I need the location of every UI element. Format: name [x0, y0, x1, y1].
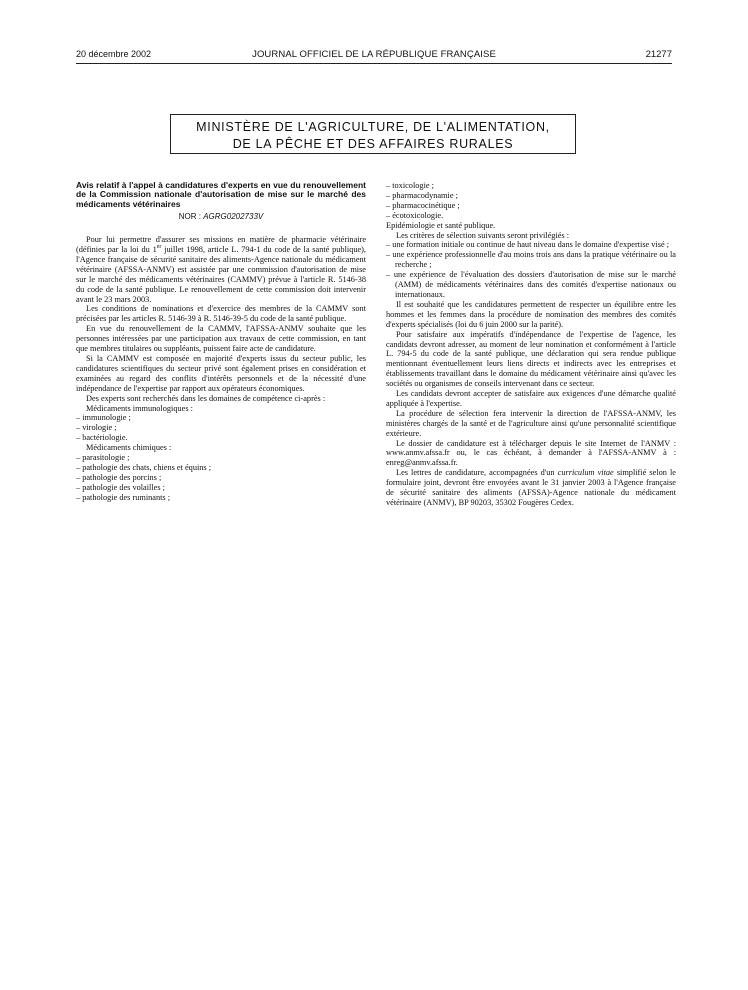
paragraph-text: Les lettres de candidature, accompagnées d'un — [396, 468, 558, 478]
paragraph: Les critères de sélection suivants seront privilégiés : — [396, 230, 570, 240]
list-item: – pharmacodynamie ; — [386, 190, 458, 200]
list-item: – parasitologie ; — [76, 453, 130, 463]
list-item: – immunologie ; — [76, 413, 131, 423]
paragraph-text: Pour lui permettre d'assurer ses missions en matière de pharmacie vétérinaire (définies par la loi du 1 — [76, 235, 366, 255]
nor-label: NOR : — [178, 212, 201, 222]
paragraph: Pour satisfaire aux impératifs d'indépendance de l'expertise de l'agence, les candidats devront adresser, au moment de leur nomination et conformément à l'article L. 794-5 du code de la santé publique, une déclaration qui sera rendue publique mentionnant éventuellement leurs liens directs et indirects avec les entreprises et établissements travaillant dans le domaine du médicament vétérinaire ainsi qu'avec les sociétés ou organismes de conseils intervenant dans ce secteur. — [386, 329, 676, 389]
superscript: er — [156, 244, 162, 251]
paragraph: Les conditions de nominations et d'exercice des membres de la CAMMV sont précisées par les articles R. 5146-39 à R. 5146-39-5 du code de la santé publique. — [76, 304, 366, 324]
list-item: – virologie ; — [76, 423, 117, 433]
section-heading: Médicaments chimiques : — [86, 443, 172, 453]
list-item: – pathologie des ruminants ; — [76, 492, 171, 502]
list-item: – une formation initiale ou continue de haut niveau dans le domaine d'expertise visé ; — [386, 240, 670, 250]
paragraph: En vue du renouvellement de la CAMMV, l'AFSSA-ANMV souhaite que les personnes intéressées par une participation aux travaux de cette commission, en tant que membres titulaires ou suppléants, puissent faire acte de candidature. — [76, 324, 366, 354]
avis-title: Avis relatif à l'appel à candidatures d'experts en vue du renouvellement de la Commission nationale d'autorisation de mise sur le marché des médicaments vétérinaires — [76, 180, 366, 209]
italic-text: curriculum vitae — [557, 468, 614, 478]
section-heading: Epidémiologie et santé publique. — [386, 220, 496, 230]
paragraph: Le dossier de candidature est à télécharger depuis le site Internet de l'ANMV : www.anmv.afssa.fr ou, le cas échéant, à demander à l'AFSSA-ANMV à : enreg@anmv.afssa.fr. — [386, 438, 676, 468]
page-header — [76, 49, 672, 63]
list-item: – pathologie des porcins ; — [76, 472, 162, 482]
section-heading: Médicaments immunologiques : — [86, 403, 193, 413]
paragraph: Il est souhaité que les candidatures permettent de respecter un équilibre entre les hommes et les femmes dans la procédure de nomination des membres des comités d'experts spécialisés (loi du 6 juin 2000 sur la parité). — [386, 299, 676, 329]
ministry-box — [170, 114, 576, 154]
paragraph: Des experts sont recherchés dans les domaines de compétence ci-après : — [86, 393, 326, 403]
ministry-line-1: MINISTÈRE DE L'AGRICULTURE, DE L'ALIMENTATION, — [196, 120, 550, 134]
list-item: – une expérience de l'évaluation des dossiers d'autorisation de mise sur le marché (AMM) de médicaments vétérinaires dans des comités d'expertise nationaux ou internationaux. — [386, 270, 676, 299]
nor-reference — [76, 212, 366, 222]
list-item: – pharmacocinétique ; — [386, 200, 460, 210]
list-item: – écotoxicologie. — [386, 210, 444, 220]
list-item: – une expérience professionnelle d'au moins trois ans dans la pratique vétérinaire ou la recherche ; — [386, 250, 676, 270]
list-item: – pathologie des volailles ; — [76, 482, 165, 492]
list-item: – bactériologie. — [76, 433, 128, 443]
paragraph — [386, 468, 676, 508]
paragraph-text: simplifié selon le formulaire joint, devront être envoyées avant le 31 janvier 2003 à l'Agence française de sécurité sanitaire des aliments (AFSSA)-Agence nationale du médicament vétérinaire (ANMV), BP 90203, 35302 Fougères Cedex. — [386, 468, 676, 507]
header-date: 20 décembre 2002 — [76, 49, 152, 59]
list-item: – toxicologie ; — [386, 181, 434, 190]
ministry-line-2: DE LA PÊCHE ET DES AFFAIRES RURALES — [232, 137, 514, 151]
header-rule — [76, 63, 672, 64]
paragraph: Si la CAMMV est composée en majorité d'experts issus du secteur public, les candidatures scientifiques du secteur privé sont également prises en considération et examinées au regard des conflits d'intérêts personnels et de la nécessité d'une indépendance de l'expertise par rapport aux opérateurs économiques. — [76, 354, 366, 393]
paragraph: La procédure de sélection fera intervenir la direction de l'AFSSA-ANMV, les ministères chargés de la santé et de l'agriculture ainsi qu'une personnalité scientifique extérieure. — [386, 408, 676, 438]
paragraph-text: juillet 1998, article L. 794-1 du code de la santé publique), l'Agence française de sécurité sanitaire des aliments-Agence nationale du médicament vétérinaire (AFSSA-ANMV) est assistée par une commission d'autorisation de mise sur le marché des médicaments vétérinaires (CAMMV) prévue à l'article R. 5146-38 du code de la santé publique. Le renouvellement de cette commission doit intervenir avant le 23 mars 2003. — [76, 245, 367, 304]
paragraph: Les candidats devront accepter de satisfaire aux exigences d'une démarche qualité appliquée à l'expertise. — [386, 389, 676, 408]
list-item: – pathologie des chats, chiens et équins ; — [76, 462, 212, 472]
journal-title: JOURNAL OFFICIEL DE LA RÉPUBLIQUE FRANÇAISE — [252, 49, 496, 60]
right-column — [386, 181, 676, 508]
left-column — [76, 181, 366, 503]
nor-code: AGRG0202733V — [203, 212, 264, 222]
paragraph — [76, 235, 366, 304]
page-number: 21277 — [645, 49, 672, 60]
